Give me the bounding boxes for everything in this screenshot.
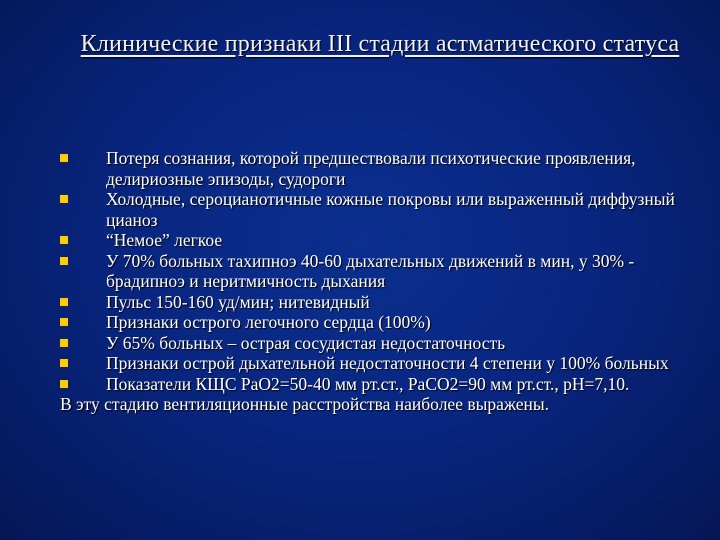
list-item (60, 251, 700, 292)
list-item (60, 230, 700, 251)
list-item (60, 148, 700, 189)
list-item-text: Холодные, сероцианотичные кожные покровы или выраженный диффузный цианоз (106, 189, 675, 230)
square-bullet-icon (60, 380, 68, 388)
list-item-text: Признаки острого легочного сердца (100%) (106, 312, 431, 332)
square-bullet-icon (60, 339, 68, 347)
list-item (60, 189, 700, 230)
list-item-text: Показатели КЩС РаО2=50-40 мм рт.ст., РаСО2=90 мм рт.ст., рН=7,10. (106, 373, 630, 394)
slide-content (60, 148, 700, 415)
square-bullet-icon (60, 195, 68, 203)
slide-title: Клинические признаки III стадии астматического статуса (80, 31, 680, 57)
list-item-text: Потеря сознания, которой предшествовали психотические проявления, делириозные эпизоды, судороги (106, 148, 636, 189)
list-item-text: Пульс 150-160 уд/мин; нитевидный (106, 291, 370, 312)
square-bullet-icon (60, 298, 68, 306)
square-bullet-icon (60, 359, 68, 367)
list-item (60, 353, 700, 374)
list-item-text: У 65% больных – острая сосудистая недостаточность (106, 332, 506, 353)
list-item (60, 333, 700, 354)
list-item (60, 292, 700, 313)
list-item (60, 374, 700, 395)
square-bullet-icon (60, 318, 68, 326)
list-item (60, 312, 700, 333)
square-bullet-icon (60, 236, 68, 244)
closing-statement: В эту стадию вентиляционные расстройства наиболее выражены. (60, 394, 550, 414)
square-bullet-icon (60, 257, 68, 265)
list-item-text: У 70% больных тахипноэ 40-60 дыхательных движений в мин, у 30% - брадипноэ и неритмичность дыхания (106, 250, 635, 291)
list-item-text: “Немое” легкое (106, 230, 223, 250)
list-item-text: Признаки острой дыхательной недостаточности 4 степени у 100% больных (106, 353, 669, 373)
square-bullet-icon (60, 154, 68, 162)
